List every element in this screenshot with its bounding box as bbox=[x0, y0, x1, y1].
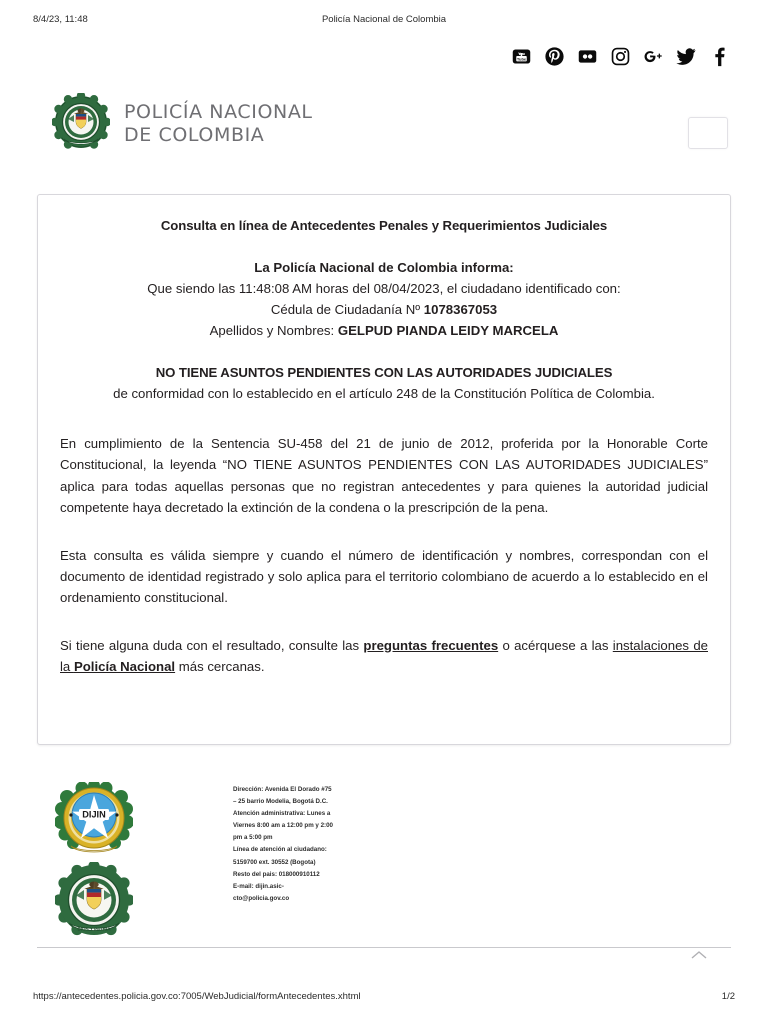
paragraph-validez: Esta consulta es válida siempre y cuando el número de identificación y nombres, correspondan con el documento de identidad registrado y solo aplica para el territorio colombiano de acuerdo a lo establecido en el ordenamiento constitucional. bbox=[60, 547, 708, 606]
brand-header bbox=[52, 93, 313, 155]
policia-nacional-badge bbox=[55, 862, 133, 940]
contact-line: pm a 5:00 pm bbox=[233, 834, 273, 842]
svg-text:DIJIN: DIJIN bbox=[82, 809, 106, 820]
print-url: https://antecedentes.policia.gov.co:7005/WebJudicial/formAntecedentes.xhtml bbox=[33, 991, 361, 1002]
contact-line: Línea de atención al ciudadano: bbox=[233, 846, 327, 854]
youtube-icon[interactable] bbox=[510, 45, 532, 67]
print-title: Policía Nacional de Colombia bbox=[321, 14, 447, 25]
svg-text:Tube: Tube bbox=[516, 55, 526, 61]
chevron-up-icon[interactable] bbox=[688, 948, 710, 962]
dudas-pre: Si tiene alguna duda con el resultado, consulte las bbox=[60, 637, 364, 653]
contact-line: Dirección: Avenida El Dorado #75 bbox=[233, 786, 332, 793]
policia-nacional-link-text: Policía Nacional bbox=[73, 659, 176, 674]
footer-badges bbox=[55, 782, 133, 940]
print-footer bbox=[0, 991, 768, 1005]
informa-heading: La Policía Nacional de Colombia informa: bbox=[254, 260, 514, 275]
dijin-badge bbox=[55, 782, 133, 862]
pinterest-icon[interactable] bbox=[543, 45, 565, 67]
preguntas-frecuentes-link[interactable]: preguntas frecuentes bbox=[363, 637, 499, 653]
contact-line: cto@policia.gov.co bbox=[233, 894, 290, 902]
brand-line1: POLICÍA NACIONAL bbox=[124, 100, 313, 123]
result-statement: NO TIENE ASUNTOS PENDIENTES CON LAS AUTORIDADES JUDICIALES bbox=[155, 365, 613, 380]
paragraph-sentencia: En cumplimiento de la Sentencia SU-458 del 21 de junio de 2012, proferida por la Honorable Corte Constitucional, la leyenda “NO TIENE ASUNTOS PENDIENTES CON LAS AUTORIDADES JUDICIALES” aplica para todas aquellas personas que no registran antecedentes y para quienes la autoridad judicial competente haya decretado la extinción de la condena o la prescripción de la pena. bbox=[60, 436, 708, 516]
print-header bbox=[0, 14, 768, 28]
contact-line: Resto del pais: 018000910112 bbox=[233, 870, 320, 878]
instagram-icon[interactable] bbox=[609, 45, 631, 67]
footer-contact-info bbox=[233, 784, 383, 905]
print-page-number: 1/2 bbox=[721, 991, 735, 1002]
print-date: 8/4/23, 11:48 bbox=[33, 14, 88, 25]
contact-line: 5159700 ext. 30552 (Bogota) bbox=[233, 858, 316, 866]
dudas-mid: o acérquese a las bbox=[498, 637, 613, 653]
result-card bbox=[37, 194, 731, 745]
googleplus-icon[interactable] bbox=[642, 45, 664, 67]
nombres-line bbox=[56, 323, 712, 338]
instalaciones-link-text: instalaciones de la bbox=[60, 637, 708, 674]
contact-line: Atención administrativa: Lunes a bbox=[233, 810, 331, 818]
dudas-post: más cercanas. bbox=[175, 659, 265, 674]
nombres-value: GELPUD PIANDA LEIDY MARCELA bbox=[337, 323, 559, 338]
conformidad-line: de conformidad con lo establecido en el artículo 248 de la Constitución Política de Colombia. bbox=[113, 386, 655, 401]
policia-nacional-emblem bbox=[52, 93, 110, 155]
svg-text:DIOS Y PATRIA: DIOS Y PATRIA bbox=[77, 926, 111, 932]
facebook-icon[interactable] bbox=[708, 45, 730, 67]
footer-divider bbox=[37, 947, 731, 948]
brand-title bbox=[124, 101, 313, 147]
flickr-icon[interactable] bbox=[576, 45, 598, 67]
social-links-bar bbox=[510, 43, 730, 69]
contact-line: Viernes 8:00 am a 12:00 pm y 2:00 bbox=[233, 822, 333, 830]
svg-text:You: You bbox=[517, 51, 525, 56]
brand-line2: DE COLOMBIA bbox=[124, 124, 265, 146]
nombres-label: Apellidos y Nombres: bbox=[209, 323, 335, 338]
cedula-value: 1078367053 bbox=[423, 302, 498, 317]
paragraph-dudas bbox=[60, 635, 708, 678]
cedula-line bbox=[56, 302, 712, 317]
que-siendo-line: Que siendo las 11:48:08 AM horas del 08/04/2023, el ciudadano identificado con: bbox=[147, 281, 621, 296]
card-title: Consulta en línea de Antecedentes Penales y Requerimientos Judiciales bbox=[160, 218, 608, 233]
contact-line: – 25 barrio Modelia, Bogotá D.C. bbox=[233, 798, 328, 806]
twitter-icon[interactable] bbox=[675, 45, 697, 67]
cedula-label: Cédula de Ciudadanía Nº bbox=[270, 302, 421, 317]
top-right-empty-box[interactable] bbox=[688, 117, 728, 149]
contact-line: E-mail: dijin.asic- bbox=[233, 882, 284, 890]
